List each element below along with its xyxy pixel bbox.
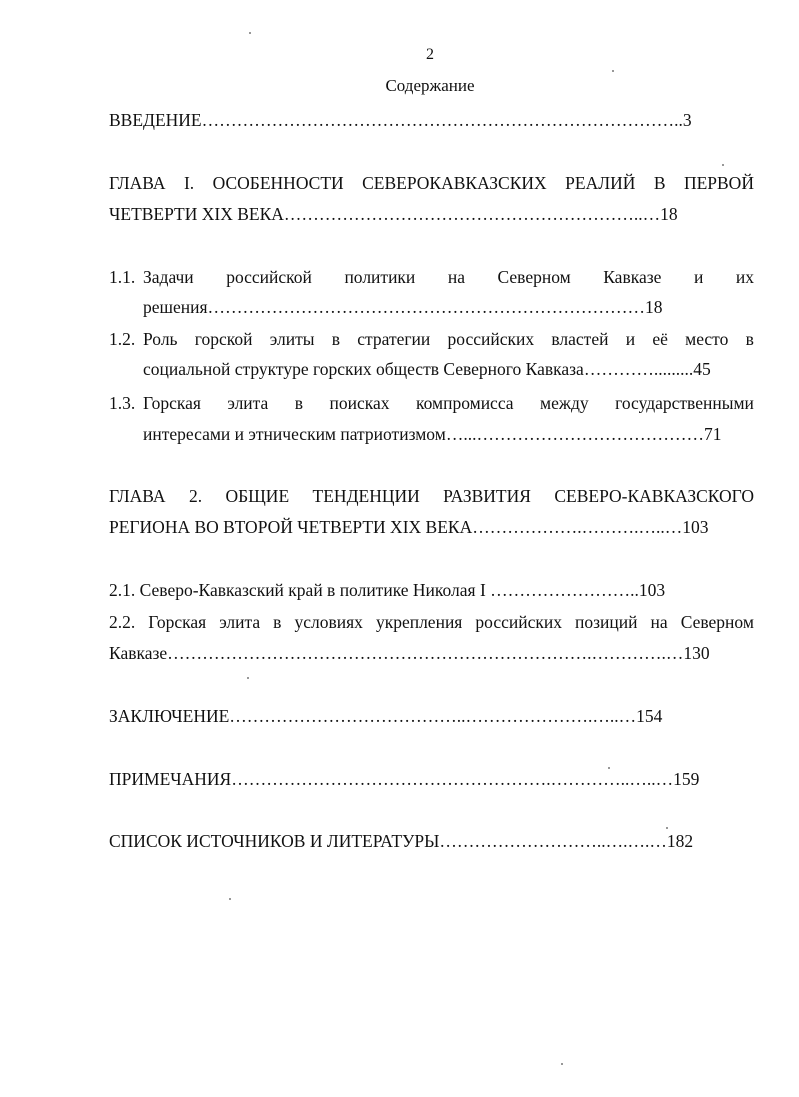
scan-speck	[666, 827, 668, 829]
toc-ch2-page: 103	[682, 517, 709, 537]
toc-notes-page: 159	[673, 769, 700, 789]
toc-word: в	[273, 612, 282, 632]
toc-intro-dots: ………………………………………………………………………..	[201, 110, 683, 130]
toc-word: Горская	[143, 393, 201, 413]
toc-word: горской	[194, 329, 253, 349]
toc-word: ОСОБЕННОСТИ	[212, 173, 344, 193]
toc-word: Задачи	[143, 267, 194, 287]
toc-intro-page: 3	[682, 110, 692, 130]
toc-word: ОБЩИЕ	[225, 486, 290, 506]
toc-entry-notes	[109, 768, 699, 790]
toc-s13-page: 71	[703, 424, 722, 444]
scan-speck	[561, 1063, 563, 1065]
toc-s11-label: решения	[143, 297, 208, 317]
toc-s11-page: 18	[645, 297, 663, 317]
toc-word: ГЛАВА	[109, 173, 166, 193]
toc-word: ГЛАВА	[109, 486, 166, 506]
toc-word: Кавказе	[603, 267, 662, 287]
toc-word: укрепления	[375, 612, 463, 632]
toc-word: условиях	[294, 612, 363, 632]
toc-s21-label: 2.1. Северо-Кавказский край в политике Николая I	[109, 580, 486, 600]
toc-entry-conclusion	[109, 705, 662, 727]
toc-word: государственными	[615, 393, 754, 413]
toc-ch1-dots: ……………………………………………………..…	[283, 204, 661, 224]
toc-s21-dots: ……………………..	[485, 580, 639, 600]
toc-word: в	[294, 393, 304, 413]
toc-word: СЕВЕРОКАВКАЗСКИХ	[362, 173, 547, 193]
toc-word: между	[540, 393, 589, 413]
toc-word: на	[447, 267, 465, 287]
toc-word: РЕАЛИЙ	[565, 173, 636, 193]
toc-entry-intro	[109, 109, 754, 131]
toc-chapter-2-line1	[109, 485, 754, 507]
toc-s12-line2	[143, 358, 711, 380]
toc-word: поисках	[329, 393, 390, 413]
toc-word: ТЕНДЕНЦИИ	[312, 486, 420, 506]
page-title: Содержание	[385, 76, 475, 95]
toc-s22-dots: ……………………………………………………………….………….…	[167, 643, 684, 663]
toc-s13-line2	[143, 423, 721, 445]
toc-word: 2.	[188, 486, 203, 506]
toc-entry-sources	[109, 830, 693, 852]
toc-s12-number: 1.2.	[109, 329, 136, 349]
toc-word: ПЕРВОЙ	[683, 173, 754, 193]
toc-word: в	[745, 329, 754, 349]
toc-s12-dots: ………….........	[583, 359, 694, 379]
toc-word: элита	[219, 612, 261, 632]
toc-word: и	[625, 329, 636, 349]
toc-conclusion-label: ЗАКЛЮЧЕНИЕ	[109, 706, 230, 726]
toc-s11-number: 1.1.	[109, 267, 136, 287]
toc-word: их	[735, 267, 754, 287]
toc-s12-label: социальной структуре горских обществ Северного Кавказа	[143, 359, 584, 379]
toc-word: I.	[183, 173, 195, 193]
toc-conclusion-page: 154	[636, 706, 663, 726]
toc-word: и	[693, 267, 704, 287]
page-number: 2	[426, 46, 434, 63]
toc-word: компромисса	[415, 393, 514, 413]
toc-sources-label: СПИСОК ИСТОЧНИКОВ И ЛИТЕРАТУРЫ	[109, 831, 440, 851]
toc-chapter-2-line2	[109, 516, 708, 538]
toc-conclusion-dots: …………………………………..………………….…..…	[229, 706, 637, 726]
toc-notes-dots: ……………………………………………….…………..…..…	[231, 769, 674, 789]
toc-word: политики	[344, 267, 416, 287]
toc-word: РАЗВИТИЯ	[443, 486, 531, 506]
toc-word: 2.2.	[109, 612, 136, 632]
toc-word: российской	[226, 267, 312, 287]
toc-ch1-page: 18	[660, 204, 678, 224]
toc-word: российских	[447, 329, 535, 349]
toc-entry-s21	[109, 579, 665, 601]
toc-s22-line2	[109, 642, 710, 664]
toc-word: в	[331, 329, 340, 349]
toc-word: позиций	[575, 612, 638, 632]
toc-word: её	[652, 329, 668, 349]
toc-ch2-label: РЕГИОНА ВО ВТОРОЙ ЧЕТВЕРТИ XIX ВЕКА	[109, 517, 473, 537]
toc-s11-line1	[143, 266, 754, 288]
scan-speck	[249, 32, 251, 34]
toc-s13-dots: …...…………………………………	[445, 424, 704, 444]
scan-speck	[722, 164, 724, 166]
toc-word: стратегии	[357, 329, 431, 349]
toc-s13-line1	[143, 392, 754, 414]
toc-word: российских	[475, 612, 562, 632]
toc-s13-number: 1.3.	[109, 393, 136, 413]
scan-speck	[608, 767, 610, 769]
toc-sources-page: 182	[666, 831, 694, 851]
toc-ch2-dots: ……………….……….…..…	[472, 517, 683, 537]
toc-chapter-1-line1	[109, 172, 754, 194]
toc-intro-label: ВВЕДЕНИЕ	[109, 110, 202, 130]
toc-word: место	[685, 329, 729, 349]
toc-ch1-label: ЧЕТВЕРТИ XIX ВЕКА	[109, 204, 284, 224]
toc-s11-dots: …………………………………………………………………	[207, 297, 646, 317]
toc-word: элита	[227, 393, 269, 413]
toc-word: Северном	[680, 612, 754, 632]
scan-speck	[247, 677, 249, 679]
toc-word: СЕВЕРО-КАВКАЗСКОГО	[554, 486, 754, 506]
toc-word: Горская	[148, 612, 207, 632]
toc-word: элиты	[269, 329, 315, 349]
toc-s11-line2	[143, 296, 663, 318]
toc-sources-dots: ………………………..….….…	[439, 831, 667, 851]
toc-s21-page: 103	[638, 580, 666, 600]
scan-speck	[612, 70, 614, 72]
toc-word: Северном	[497, 267, 571, 287]
toc-chapter-1-line2	[109, 203, 678, 225]
toc-word: Роль	[143, 329, 178, 349]
toc-s12-page: 45	[693, 359, 711, 379]
toc-word: В	[653, 173, 666, 193]
toc-word: на	[650, 612, 668, 632]
toc-word: властей	[551, 329, 609, 349]
toc-s12-line1	[143, 328, 754, 350]
toc-s22-label: Кавказе	[109, 643, 168, 663]
toc-s22-page: 130	[683, 643, 710, 663]
toc-s13-label: интересами и этническим патриотизмом	[143, 424, 446, 444]
toc-notes-label: ПРИМЕЧАНИЯ	[109, 769, 232, 789]
scan-speck	[229, 898, 231, 900]
toc-s22-line1	[109, 611, 754, 633]
